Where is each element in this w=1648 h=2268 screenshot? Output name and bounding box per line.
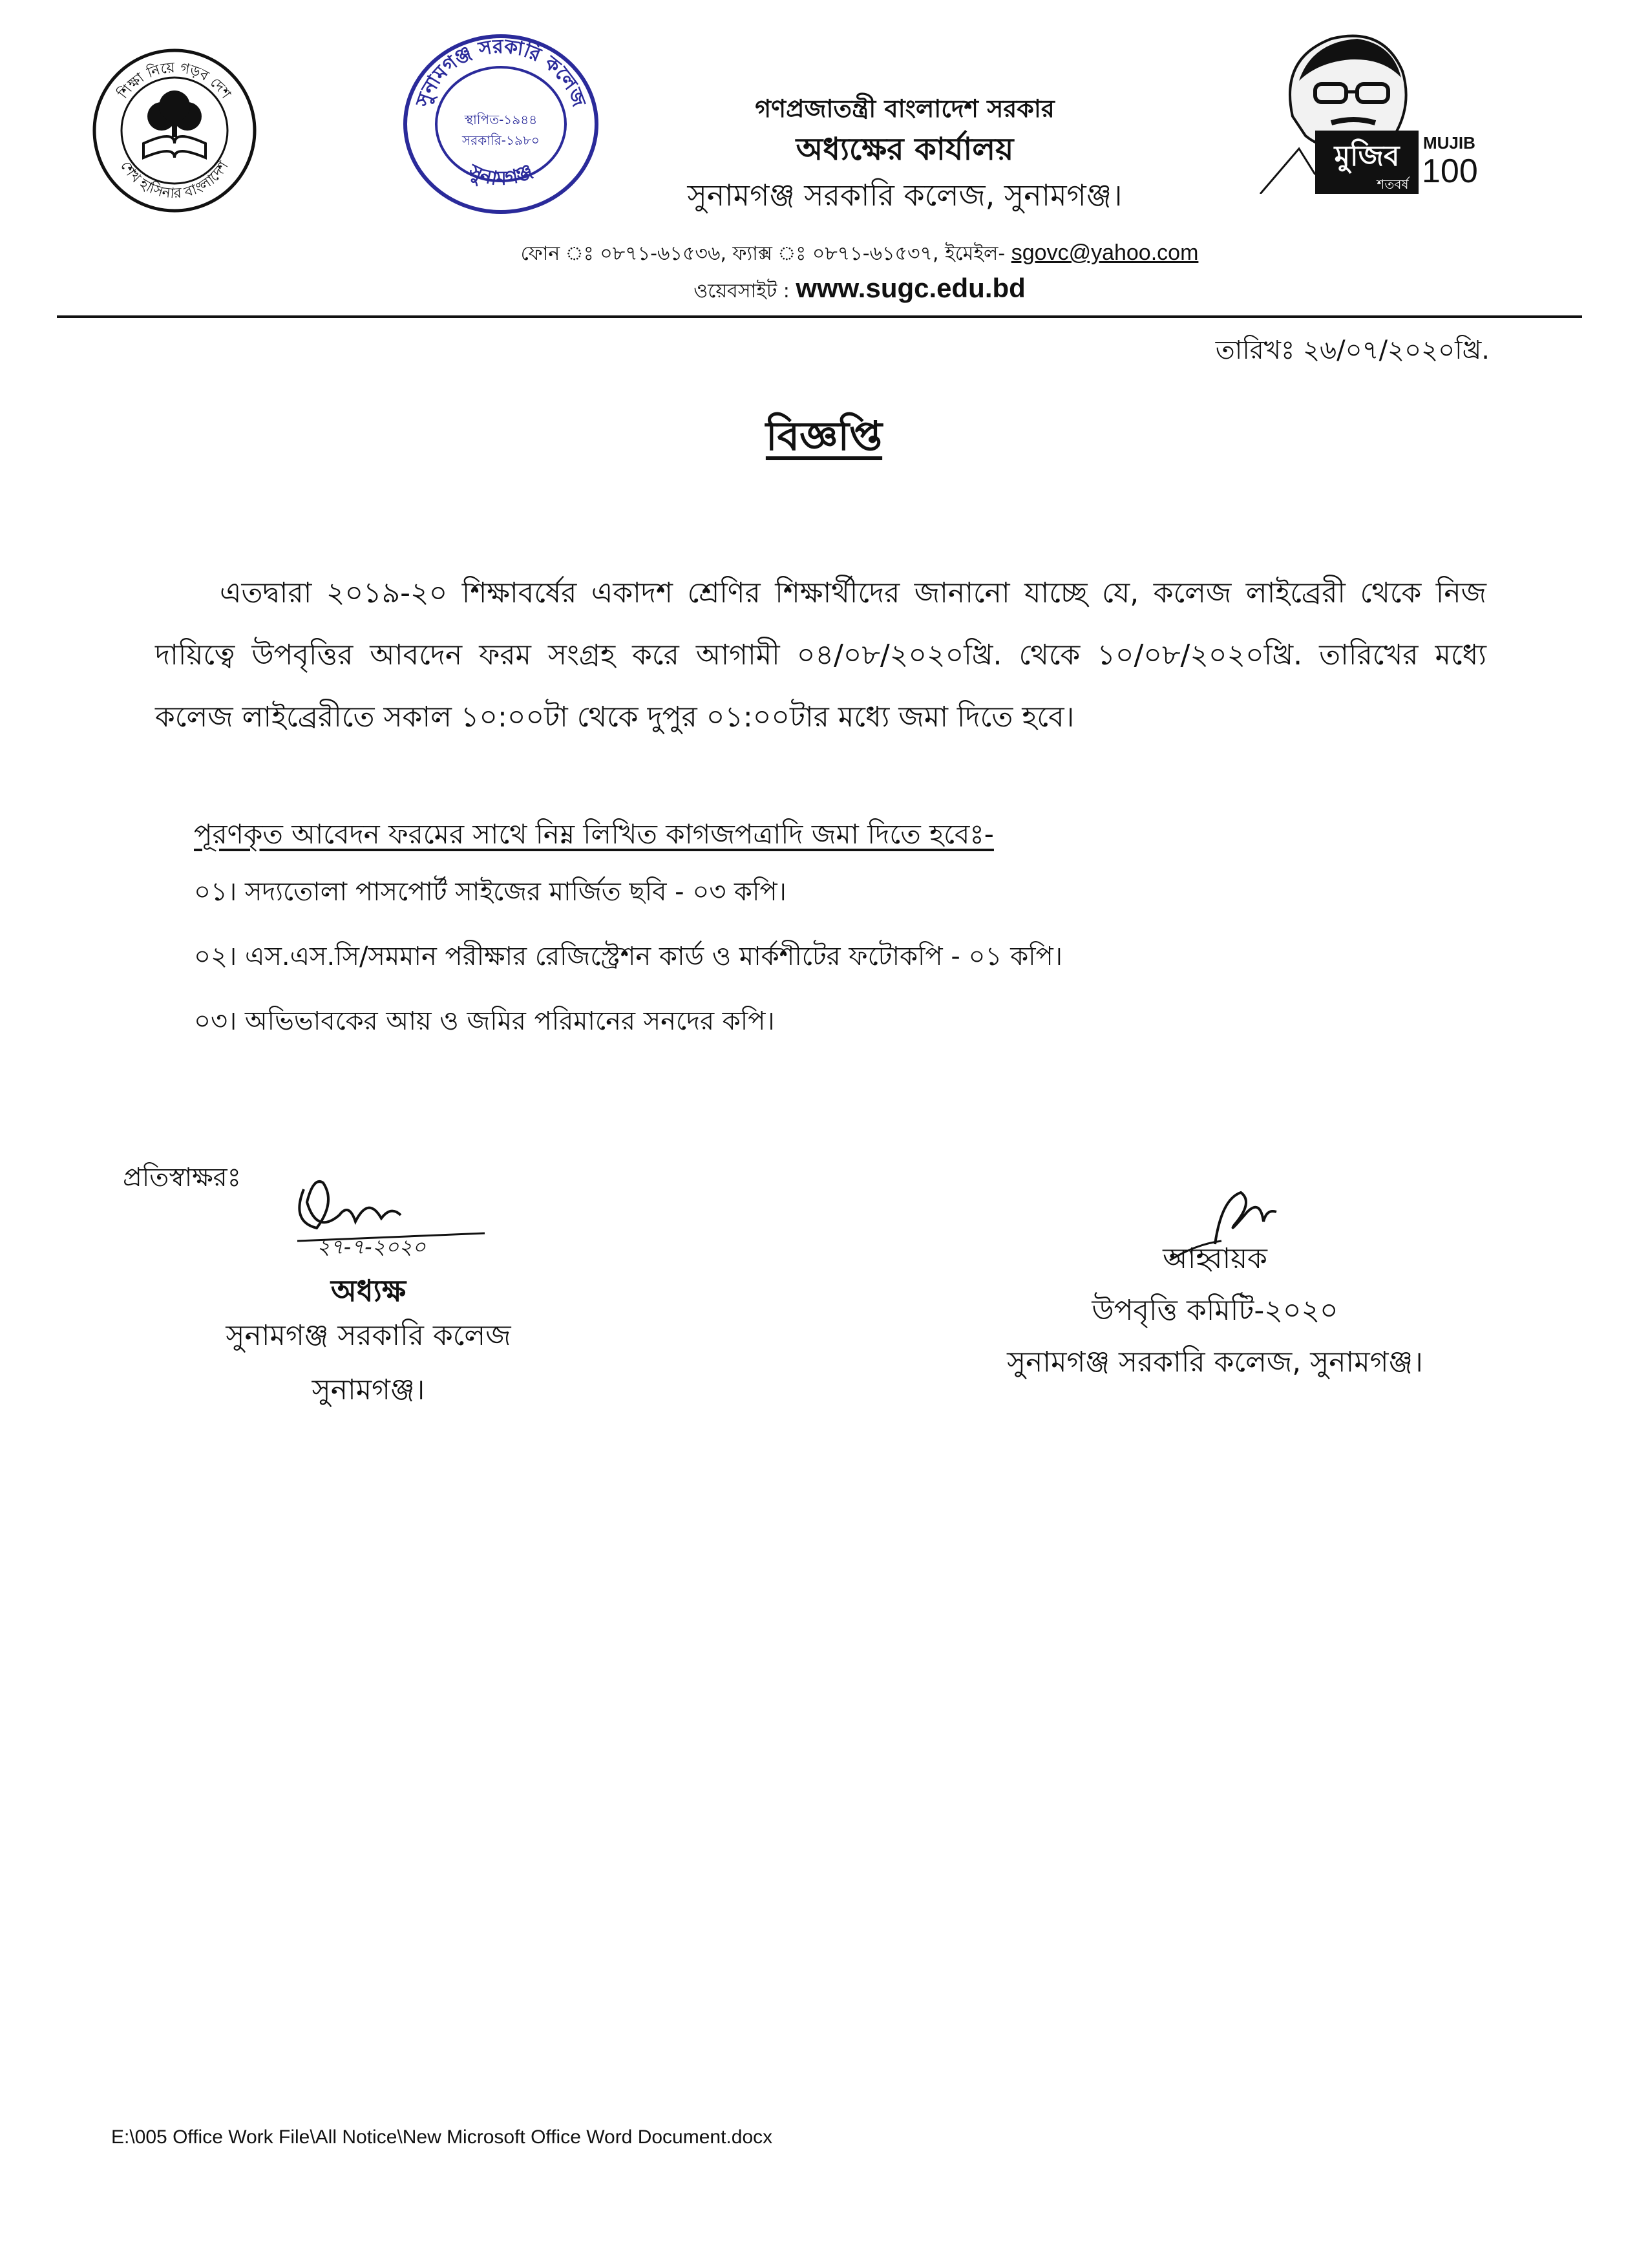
left-emblem-logo [90, 47, 259, 215]
convener-college: সুনামগঞ্জ সরকারি কলেজ, সুনামগঞ্জ। [1007, 1346, 1423, 1379]
signature-date: ২৭-৭-২০২০ [317, 1235, 426, 1259]
seal-line-2: সরকারি-১৯৮০ [462, 132, 540, 148]
convener-title: আহ্বায়ক [1163, 1242, 1267, 1275]
notice-date: তারিখঃ ২৬/০৭/২০২০খ্রি. [1215, 335, 1490, 365]
seal-line-1: স্থাপিত-১৯৪৪ [464, 112, 538, 127]
principal-signature [278, 1163, 491, 1267]
mujib-sub-text: শতবর্ষ [1377, 176, 1409, 192]
header-divider [57, 315, 1582, 318]
college-seal-stamp [394, 27, 607, 221]
contact-line [401, 238, 1318, 271]
notice-title [0, 406, 1648, 472]
contact-info: ফোন ঃ ০৮৭১-৬১৫৩৬, ফ্যাক্স ঃ ০৮৭১-৬১৫৩৭, ইমেইল- [520, 242, 1011, 265]
logo-text-top: শিক্ষা নিয়ে গড়ব দেশ [115, 59, 234, 102]
college-name: সুনামগঞ্জ সরকারি কলেজ, সুনামগঞ্জ। [687, 178, 1123, 213]
countersign-label: প্রতিস্বাক্ষরঃ [123, 1163, 241, 1192]
office-name: অধ্যক্ষের কার্যালয় [796, 131, 1014, 167]
notice-body: এতদ্বারা ২০১৯-২০ শিক্ষাবর্ষের একাদশ শ্রেণির শিক্ষার্থীদের জানানো যাচ্ছে যে, কলেজ লাইব্রেরী থেকে নিজ দায়িত্বে উপবৃত্তির আবদেন ফরম সংগ্রহ করে আগামী ০৪/০৮/২০২০খ্রি. থেকে ১০/০৮/২০২০খ্রি. তারিখের মধ্যে কলেজ লাইব্রেরীতে সকাল ১০:০০টা থেকে দুপুর ০১:০০টার মধ্যে জমা দিতে হবে। [155, 577, 1486, 734]
tree-book-icon [143, 90, 206, 158]
logo-text-bottom: শেখ হাসিনার বাংলাদেশ [117, 158, 232, 202]
requirements-list [194, 860, 1062, 1054]
svg-text:সুনামগঞ্জ সরকারি কলেজ [412, 35, 591, 110]
principal-title: অধ্যক্ষ [330, 1273, 407, 1308]
mujib-number-text: 100 [1422, 153, 1478, 190]
principal-college: সুনামগঞ্জ সরকারি কলেজ [226, 1319, 511, 1352]
file-path-footer: E:\005 Office Work File\All Notice\New Microsoft Office Word Document.docx [111, 2126, 773, 2148]
seal-bottom-text: সুনামগঞ্জ [465, 160, 537, 191]
svg-text:শেখ হাসিনার বাংলাদেশ [117, 158, 232, 202]
mujib-100-logo [1254, 19, 1499, 194]
convener-block [950, 1233, 1480, 1388]
list-item: ০১। সদ্যতোলা পাসপোর্ট সাইজের মার্জিত ছবি - ০৩ কপি। [194, 877, 787, 907]
mujib-bangla-text: মুজিব [1334, 140, 1400, 173]
principal-block [181, 1264, 556, 1417]
principal-location: সুনামগঞ্জ। [312, 1373, 425, 1406]
requirements-heading: পূরণকৃত আবেদন ফরমের সাথে নিম্ন লিখিত কাগজপত্রাদি জমা দিতে হবেঃ- [194, 818, 994, 850]
convener-committee: উপবৃত্তি কমিটি-২০২০ [1092, 1294, 1338, 1327]
mujib-english-text: MUJIB [1423, 133, 1475, 153]
list-item: ০২। এস.এস.সি/সমমান পরীক্ষার রেজিস্ট্রেশন কার্ড ও মার্কশীটের ফটোকপি - ০১ কপি। [194, 942, 1063, 971]
website-line [401, 273, 1318, 308]
website-label: ওয়েবসাইট : [693, 280, 796, 302]
letterhead [582, 90, 1228, 218]
email-link[interactable]: sgovc@yahoo.com [1011, 240, 1199, 265]
website-link[interactable]: www.sugc.edu.bd [796, 273, 1026, 303]
government-name: গণপ্রজাতন্ত্রী বাংলাদেশ সরকার [755, 94, 1055, 123]
svg-text:সুনামগঞ্জ [464, 160, 536, 190]
notice-title-text: বিজ্ঞপ্তি [765, 412, 883, 460]
list-item: ০৩। অভিভাবকের আয় ও জমির পরিমানের সনদের কপি। [194, 1006, 775, 1036]
seal-text: সুনামগঞ্জ সরকারি কলেজ [412, 35, 591, 110]
